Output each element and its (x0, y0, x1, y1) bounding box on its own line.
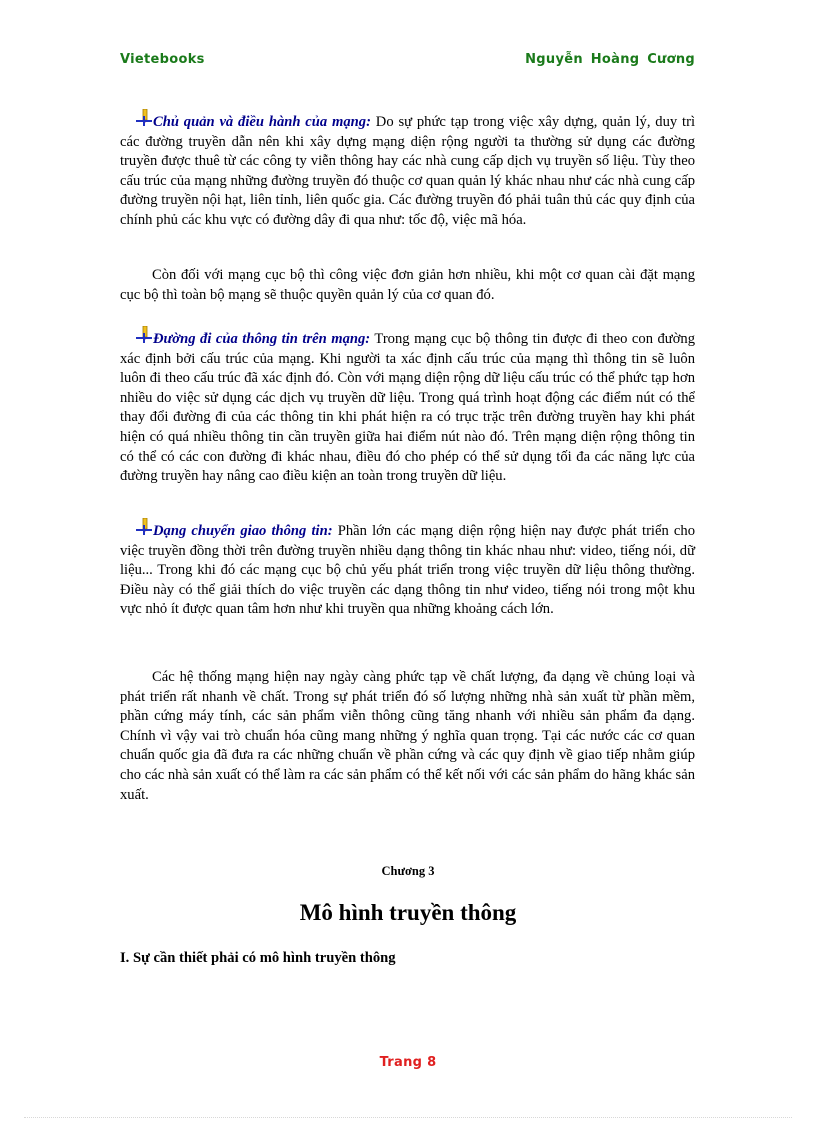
header-left-title: Vietebooks (120, 52, 205, 67)
term-information-path: Đường đi của thông tin trên mạng: (153, 331, 371, 347)
paragraph-network-management (120, 113, 695, 231)
paragraph-text: Phần lớn các mạng diện rộng hiện nay được phát triển cho việc truyền đồng thời trên đường truyền nhiều dạng thông tin khác nhau như: video, tiếng nói, dữ liệu... Trong khi đó các mạng cục bộ chủ yếu phát triển trong việc truyền dữ liệu thông thường. Điều này có thể giải thích do việc truyền các dạng thông tin như video, tiếng nói trong một khu vực nhỏ ít được quan tâm hơn như khi truyền qua những khoảng cách lớn. (120, 523, 695, 618)
paragraph-standardization: Các hệ thống mạng hiện nay ngày càng phức tạp về chất lượng, đa dạng về chủng loại và phát triển rất nhanh về chất. Trong sự phát triển đó số lượng những nhà sản xuất từ phần mềm, phần cứng máy tính, các sản phẩm viễn thông cũng tăng nhanh với nhiều sản phẩm đa dạng. Chính vì vậy vai trò chuẩn hóa cũng mang những ý nghĩa quan trọng. Tại các nước các cơ quan chuẩn quốc gia đã đưa ra các những chuẩn về phần cứng và các quy định về giao tiếp nhằm giúp cho các nhà sản xuất có thể làm ra các sản phẩm có thể kết nối với các sản phẩm do hãng khác sản xuất. (120, 669, 695, 803)
term-network-management: Chủ quản và điều hành của mạng: (153, 114, 371, 130)
chapter-title: Mô hình truyền thông (299, 900, 517, 925)
paragraph-lan-management: Còn đối với mạng cục bộ thì công việc đơn giản hơn nhiều, khi một cơ quan cài đặt mạng cục bộ thì toàn bộ mạng sẽ thuộc quyền quản lý của cơ quan đó. (120, 267, 695, 303)
section-heading: I. Sự cần thiết phải có mô hình truyền thông (120, 950, 396, 966)
page-number: Trang 8 (379, 1055, 437, 1070)
chapter-label: Chương 3 (381, 864, 435, 878)
pencil-plus-icon (136, 330, 152, 344)
term-transfer-type: Dạng chuyển giao thông tin: (153, 523, 333, 539)
paragraph-text: Do sự phức tạp trong việc xây dựng, quản lý, duy trì các đường truyền dẫn nên khi xây dựng mạng diện rộng người ta thường sử dụng các đường truyền được thuê từ các công ty viễn thông hay các nhà cung cấp dịch vụ truyền số liệu. Tùy theo cấu trúc của mạng những đường truyền đó thuộc cơ quan quản lý khác nhau như các nhà cung cấp đường truyền nội hạt, liên tỉnh, liên quốc gia. Các đường truyền đó phải tuân thủ các quy định của chính phủ các khu vực có đường dây đi qua như: tốc độ, việc mã hóa. (120, 114, 695, 228)
paragraph-text: Trong mạng cục bộ thông tin được đi theo con đường xác định bởi cấu trúc của mạng. Khi người ta xác định cấu trúc của mạng thì thông tin sẽ luôn luôn đi theo cấu trúc đã xác định đó. Còn với mạng diện rộng dữ liệu cấu trúc có thể phức tạp hơn nhiều do việc sử dụng các dịch vụ truyền dữ liệu. Trong quá trình hoạt động các điểm nút có thể thay đổi đường đi của các thông tin khi phát hiện ra có trục trặc trên đường truyền hay khi phát hiện có quá nhiều thông tin cần truyền giữa hai điểm nút nào đó. Trên mạng diện rộng thông tin có thể có các con đường đi khác nhau, điều đó cho phép có thể sử dụng tối đa các năng lực của đường truyền hay nâng cao điều kiện an toàn trong truyền dữ liệu. (120, 331, 696, 485)
page-bottom-edge (24, 1117, 792, 1118)
header-right-author: Nguyễn Hoàng Cương (525, 52, 695, 67)
pencil-plus-icon (136, 113, 152, 127)
paragraph-information-path (120, 330, 695, 487)
pencil-plus-icon (136, 522, 152, 536)
paragraph-transfer-type (120, 522, 695, 620)
